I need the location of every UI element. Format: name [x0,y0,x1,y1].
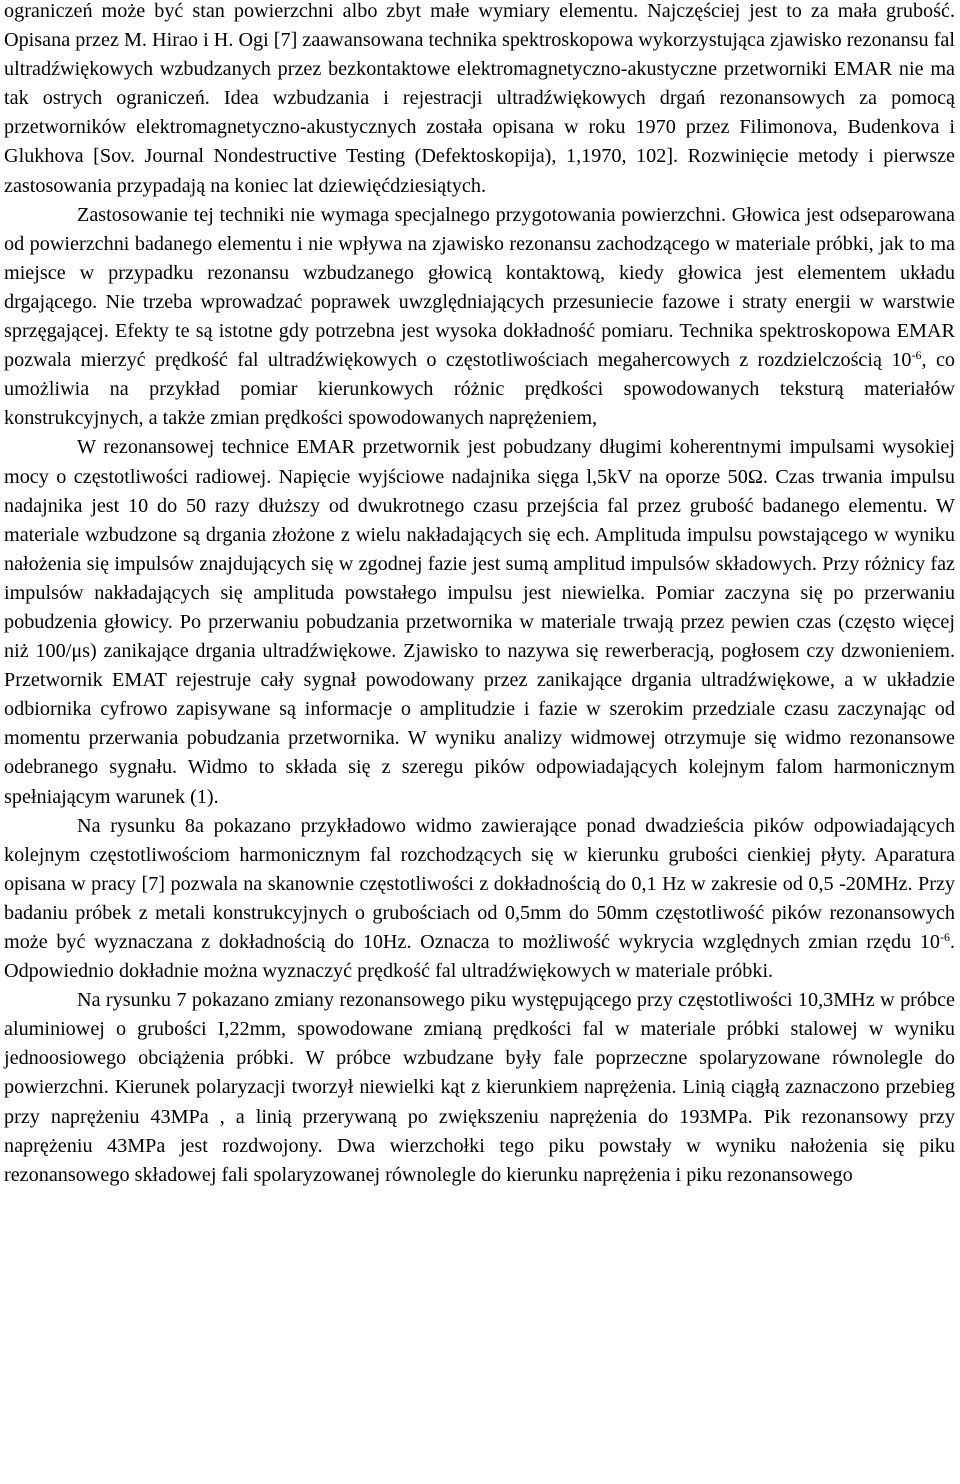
paragraph-5 [4,986,955,1190]
superscript-exponent: -6 [939,930,950,944]
paragraph-5-text-a: Na rysunku 7 pokazano zmiany rezonansowego piku występującego przy częstotliwości 10,3MHz w próbce aluminiowej o grubości I,22mm, spowodowane zmianą prędkości fal w materiale próbki stalowej w wyniku jednoosiowego obciążenia próbki. W próbce wzbudzane były fale poprzeczne spolaryzowane równolegle do powierzchni. Kierunek polaryzacji tworzył niewielki kąt z kierunkiem naprężenia. Linią ciągłą zaznaczono przebieg przy naprężeniu 43MPa , a linią przerywaną po zwiększeniu naprężenia do 193MPa. Pik rezonansowy przy naprężeniu 43MPa jest rozdwojony. Dwa wierzchołki tego piku powstały w wyniku nałożenia się piku rezonansowego składowej fali spolaryzowanej równolegle do kierunku naprężenia i piku rezonansowego [4,989,955,1186]
paragraph-2-text-b: , co umożliwia na przykład pomiar kierunkowych różnic prędkości spowodowanych teksturą materiałów konstrukcyjnych, a także zmian prędkości spowodowanych naprężeniem, [4,349,956,430]
superscript-exponent: -6 [911,348,922,363]
paragraph-4-text-b: . Odpowiednio dokładnie można wyznaczyć prędkość fal ultradźwiękowych w materiale próbki. [4,931,955,983]
paragraph-3 [4,433,955,811]
paragraph-1-text-a: ograniczeń może być stan powierzchni albo zbyt małe wymiary elementu. Najczęściej jest to za mała grubość. Opisana przez M. Hirao i H. Ogi [7] zaawansowana technika spektroskopowa wykorzystująca zjawisko rezonansu fal ultradźwiękowych wzbudzanych przez bezkontaktowe elektromagnetyczno-akustyczne przetworniki EMAR nie ma tak ostrych ograniczeń. Idea wzbudzania i rejestracji ultradźwiękowych drgań rezonansowych za pomocą przetworników elektromagnetyczno-akustycznych została opisana w roku 1970 przez Filimonova, Budenkova i Glukhova [Sov. Journal Nondestructive Testing (Defektoskopija), 1,1970, 102]. Rozwinięcie metody i pierwsze zastosowania przypadają na koniec lat dziewięćdziesiątych. [4,0,955,197]
paragraph-2-text-a: Zastosowanie tej techniki nie wymaga specjalnego przygotowania powierzchni. Głowica jest odseparowana od powierzchni badanego elementu i nie wpływa na zjawisko rezonansu zachodzącego w materiale próbki, jak to ma miejsce w przypadku rezonansu wzbudzanego głowicą kontaktową, kiedy głowica jest elementem układu drgającego. Nie trzeba wprowadzać poprawek uwzględniających przesuniecie fazowe i straty energii w warstwie sprzęgającej. Efekty te są istotne gdy potrzebna jest wysoka dokładność pomiaru. Technika spektroskopowa EMAR pozwala mierzyć prędkość fal ultradźwiękowych o częstotliwościach megahercowych z rozdzielczością 10 [4,203,955,372]
paragraph-3-text-a: W rezonansowej technice EMAR przetwornik jest pobudzany długimi koherentnymi impulsami wysokiej mocy o częstotliwości radiowej. Napięcie wyjściowe nadajnika sięga l,5kV na oporze 50Ω. Czas trwania impulsu nadajnika jest 10 do 50 razy dłuższy od dwukrotnego czasu przejścia fal przez grubość badanego elementu. W materiale wzbudzone są drgania złożone z wielu nakładających się ech. Amplituda impulsu powstającego w wyniku nałożenia się impulsów znajdujących się w zgodnej fazie jest sumą amplitud impulsów składowych. Przy różnicy faz impulsów nakładających się amplituda powstałego impulsu jest niewielka. Pomiar zaczyna się po przerwaniu pobudzenia głowicy. Po przerwaniu pobudzania przetwornika w materiale trwają przez pewien czas (często więcej niż 100/μs) zanikające drgania ultradźwiękowe. Zjawisko to nazywa się rewerberacją, pogłosem czy dzwonieniem. Przetwornik EMAT rejestruje cały sygnał powodowany przez zanikające drgania ultradźwiękowe, a w układzie odbiornika cyfrowo zapisywane są informacje o amplitudzie i fazie w szerokim przedziale czasu zaczynając od momentu przerwania pobudzania przetwornika. W wyniku analizy widmowej otrzymuje się widmo rezonansowe odebranego sygnału. Widmo to składa się z szeregu pików odpowiadających kolejnym falom harmonicznym spełniającym warunek (1). [4,436,955,808]
paragraph-4 [4,812,955,987]
paragraph-2 [4,201,955,434]
document-page [4,0,955,1190]
paragraph-4-text-a: Na rysunku 8a pokazano przykładowo widmo zawierające ponad dwadzieścia pików odpowiadających kolejnym częstotliwościom harmonicznym fal rozchodzących się w kierunku grubości cienkiej płyty. Aparatura opisana w pracy [7] pozwala na skanownie częstotliwości z dokładnością do 0,1 Hz w zakresie od 0,5 -20MHz. Przy badaniu próbek z metali konstrukcyjnych o grubościach od 0,5mm do 50mm częstotliwość pików rezonansowych może być wyznaczana z dokładnością do 10Hz. Oznacza to możliwość wykrycia względnych zmian rzędu 10 [4,814,955,953]
paragraph-1 [4,0,955,201]
